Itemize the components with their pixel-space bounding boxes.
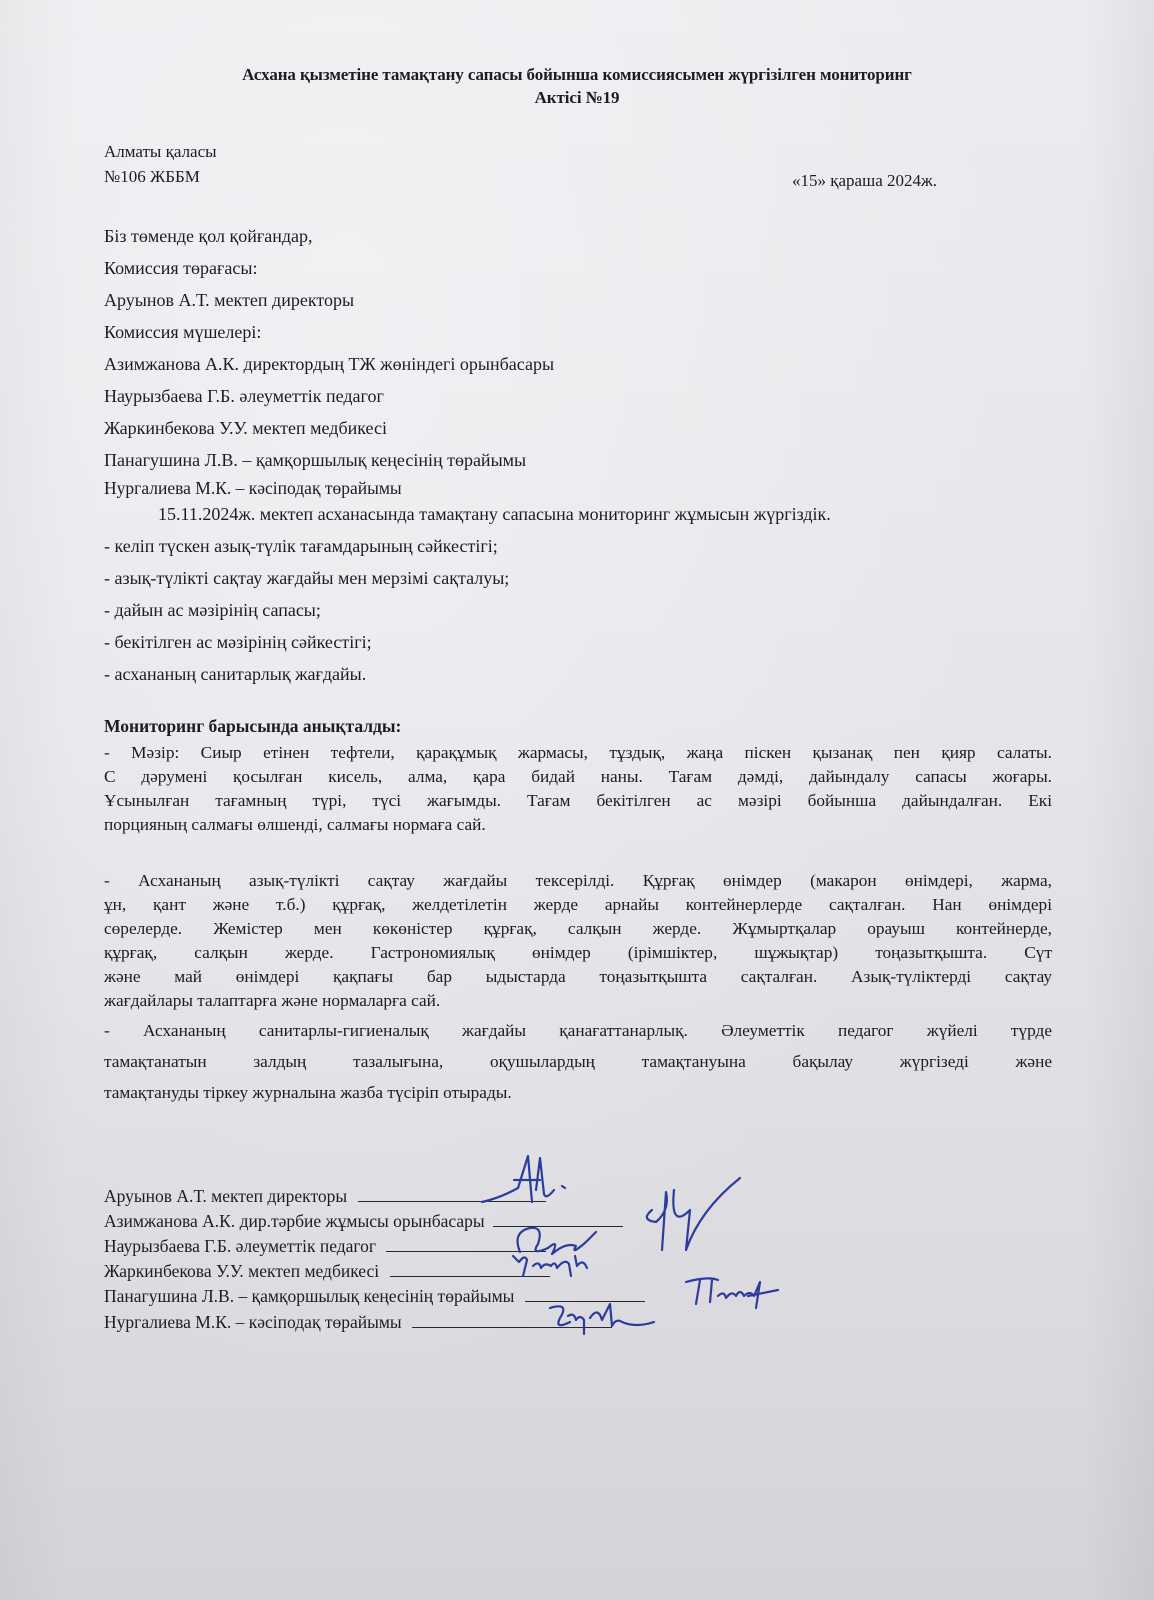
paragraph-line: тамақтанатын залдың тазалығына, оқушылардың тамақтануына бақылау жүргізеді және [104, 1052, 1052, 1071]
signature-row [104, 1260, 550, 1282]
paragraph-line: құрғақ, салқын жерде. Гастрономиялық өнімдер (ірімшіктер, шұжықтар) тоңазытқышта. Сүт [104, 943, 1052, 962]
paragraph-line: - Асхананың азық-түлікті сақтау жағдайы тексерілді. Құрғақ өнімдер (макарон өнімдері, жарма, [104, 871, 1052, 890]
monitoring-statement: 15.11.2024ж. мектеп асханасында тамақтану сапасына мониторинг жұмысын жүргіздік. [158, 504, 831, 524]
signatory-label: Панагушина Л.В. – қамқоршылық кеңесінің төрайымы [104, 1286, 515, 1306]
chair-label: Комиссия төрағасы: [104, 258, 258, 278]
member-item: Наурызбаева Г.Б. әлеуметтік педагог [104, 386, 384, 406]
paragraph-line: - Асхананың санитарлы-гигиеналық жағдайы қанағаттанарлық. Әлеуметтік педагог жүйелі түрде [104, 1021, 1052, 1040]
document-date: «15» қараша 2024ж. [792, 171, 937, 190]
monitoring-item: - келіп түскен азық-түлік тағамдарының сәйкестігі; [104, 536, 498, 556]
signatory-label: Наурызбаева Г.Б. әлеуметтік педагог [104, 1236, 377, 1256]
findings-menu-paragraph [104, 741, 1052, 837]
findings-storage-paragraph [104, 869, 1052, 1013]
commission-intro: Біз төменде қол қойғандар, [104, 226, 313, 246]
signatory-label: Жаркинбекова У.У. мектеп медбикесі [104, 1261, 380, 1281]
paragraph-line: порцияның салмағы өлшенді, салмағы нормаға сай. [104, 815, 486, 834]
signature-row [104, 1311, 612, 1333]
findings-sanitary-paragraph [104, 1015, 1052, 1108]
paragraph-line: Ұсынылған тағамның түрі, түсі жағымды. Тағам бекітілген ас мәзірі бойынша дайындалған. Екі [104, 791, 1052, 810]
signature-zharkinbekova [505, 1250, 595, 1280]
paragraph-line: және май өнімдері қақпағы бар ыдыстарда тоңазытқышта сақталған. Азық-түліктерді сақтау [104, 967, 1052, 986]
member-item: Панагушина Л.В. – қамқоршылық кеңесінің төрайымы [104, 450, 527, 470]
monitoring-item: - асхананың санитарлық жағдайы. [104, 664, 367, 684]
findings-heading: Мониторинг барысында анықталды: [104, 716, 402, 736]
members-label: Комиссия мүшелері: [104, 322, 262, 342]
chair-name: Аруынов А.Т. мектеп директоры [104, 290, 355, 310]
signature-azimzhanova [630, 1170, 750, 1260]
signatory-label: Аруынов А.Т. мектеп директоры [104, 1186, 348, 1206]
monitoring-item: - бекітілген ас мәзірінің сәйкестігі; [104, 632, 372, 652]
monitoring-item: - азық-түлікті сақтау жағдайы мен мерзімі сақталуы; [104, 568, 510, 588]
signatory-label: Азимжанова А.К. дир.тәрбие жұмысы орынбасары [104, 1211, 485, 1231]
paragraph-line: - Мәзір: Сиыр етінен тефтели, қарақұмық жармасы, тұздық, жаңа піскен қызанақ пен қияр салаты. [104, 743, 1052, 762]
paragraph-line: тамақтануды тіркеу журналына жазба түсіріп отырады. [104, 1083, 512, 1102]
title-line-1: Асхана қызметіне тамақтану сапасы бойынша комиссиясымен жүргізілген мониторинг [242, 65, 912, 84]
signature-director [470, 1150, 580, 1212]
city: Алматы қаласы [104, 142, 217, 161]
title-line-2: Актісі №19 [534, 88, 620, 107]
school-name: №106 ЖББМ [104, 167, 200, 186]
member-item: Жаркинбекова У.У. мектеп медбикесі [104, 418, 387, 438]
member-item: Нургалиева М.К. – кәсіподақ төрайымы [104, 478, 402, 498]
signature-nurgalieva [540, 1298, 660, 1338]
signatory-label: Нургалиева М.К. – кәсіподақ төрайымы [104, 1312, 402, 1332]
paragraph-line: жағдайлары талаптарға және нормаларға сай. [104, 991, 441, 1010]
paragraph-line: С дәрумені қосылған кисель, алма, қара бидай наны. Тағам дәмді, дайындалу сапасы жоғары. [104, 767, 1052, 786]
member-item: Азимжанова А.К. директордың ТЖ жөніндегі орынбасары [104, 354, 555, 374]
signature-panagushina [678, 1272, 788, 1312]
signature-row [104, 1235, 546, 1257]
document-title [100, 63, 1054, 109]
monitoring-item: - дайын ас мәзірінің сапасы; [104, 600, 321, 620]
paragraph-line: сөрелерде. Жемістер мен көкөністер құрғақ, салқын жерде. Жұмыртқалар орауыш контейнерде, [104, 919, 1052, 938]
paragraph-line: ұн, қант және т.б.) құрғақ, желдетілетін жерде арнайы контейнерлерде сақталған. Нан өнімдері [104, 895, 1052, 914]
